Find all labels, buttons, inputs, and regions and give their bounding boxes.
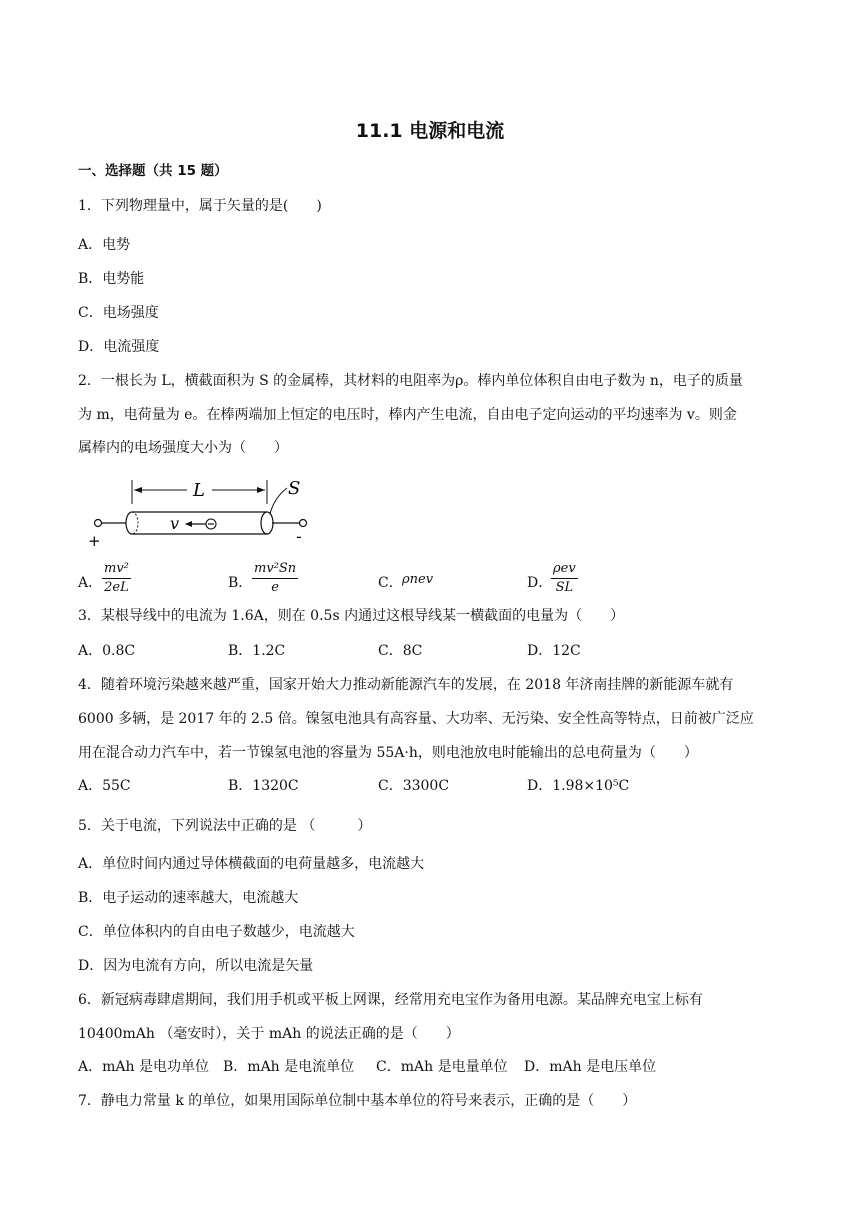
q6-option-a: A．mAh 是电功单位: [78, 1059, 209, 1075]
q2-option-b-denominator: e: [271, 580, 279, 595]
question-5-stem: 5．关于电流，下列说法中正确的是 （ ）: [78, 818, 372, 834]
metal-rod-figure: [82, 474, 322, 554]
q4-options-row: [78, 776, 778, 796]
q2-option-b-numerator: mv²Sn: [252, 560, 298, 579]
plus-sign: +: [88, 532, 101, 550]
question-4-line-3: 用在混合动力汽车中，若一节镍氢电池的容量为 55A·h，则电池放电时能输出的总电荷量为（ ）: [78, 745, 698, 761]
question-3-stem: 3．某根导线中的电流为 1.6A，则在 0.5s 内通过这根导线某一横截面的电量为（ ）: [78, 608, 625, 624]
question-6-line-2: 10400mAh （毫安时），关于 mAh 的说法正确的是（ ）: [78, 1026, 460, 1042]
question-6-line-1: 6．新冠病毒肆虐期间，我们用手机或平板上网课，经常用充电宝作为备用电源。某品牌充电宝上标有: [78, 992, 703, 1008]
section-title: 一、选择题（共 15 题）: [78, 163, 228, 179]
q4-option-d: D．1.98×10⁵C: [527, 778, 630, 794]
question-4-line-1: 4．随着环境污染越来越严重，国家开始大力推动新能源汽车的发展，在 2018 年济南挂牌的新能源车就有: [78, 677, 734, 693]
q2-option-a-label: A．: [78, 575, 103, 591]
question-7-stem: 7．静电力常量 k 的单位，如果用国际单位制中基本单位的符号来表示，正确的是（ ）: [78, 1093, 637, 1109]
q1-option-c: C．电场强度: [78, 305, 159, 321]
q1-option-b: B．电势能: [78, 271, 145, 287]
right-terminal: [300, 520, 307, 527]
metal-rod-diagram: [82, 474, 322, 554]
question-1-stem: 1．下列物理量中，属于矢量的是( ): [78, 198, 322, 214]
q5-option-d: D．因为电流有方向，所以电流是矢量: [78, 958, 314, 974]
q4-option-c: C．3300C: [378, 778, 450, 794]
q6-options-row: [78, 1057, 778, 1077]
q3-option-a: A．0.8C: [78, 643, 136, 659]
question-2-line-1: 2．一根长为 L，横截面积为 S 的金属棒，其材料的电阻率为ρ。棒内单位体积自由电子数为 n，电子的质量: [78, 373, 743, 389]
q2-option-a-fraction: [102, 560, 131, 597]
q2-option-c-label: C．: [378, 575, 403, 591]
q2-option-b-label: B．: [228, 575, 253, 591]
q5-option-b: B．电子运动的速率越大，电流越大: [78, 890, 299, 906]
q4-option-b: B．1320C: [228, 778, 299, 794]
q2-option-b-fraction: [252, 560, 298, 597]
area-label: S: [288, 478, 301, 499]
q6-option-c: C．mAh 是电量单位: [376, 1059, 508, 1075]
question-2-line-2: 为 m，电荷量为 e。在棒两端加上恒定的电压时，棒内产生电流，自由电子定向运动的平均速率为 v。则金: [78, 407, 737, 423]
q2-option-a-numerator: mv²: [102, 560, 131, 579]
q1-option-d: D．电流强度: [78, 339, 160, 355]
q3-options-row: [78, 641, 778, 661]
question-2-line-3: 属棒内的电场强度大小为（ ）: [78, 440, 288, 456]
q2-option-d-label: D．: [527, 575, 553, 591]
length-label: L: [193, 480, 205, 501]
q5-option-a: A．单位时间内通过导体横截面的电荷量越多，电流越大: [78, 856, 425, 872]
q5-option-c: C．单位体积内的自由电子数越少，电流越大: [78, 924, 355, 940]
q6-option-d: D．mAh 是电压单位: [524, 1059, 657, 1075]
velocity-label: v: [170, 514, 180, 533]
page-title: 11.1 电源和电流: [355, 120, 505, 142]
minus-sign: -: [296, 527, 302, 546]
q3-option-d: D．12C: [527, 643, 581, 659]
q3-option-c: C．8C: [378, 643, 423, 659]
q4-option-a: A．55C: [78, 778, 131, 794]
q1-option-a: A．电势: [78, 237, 131, 253]
cross-section-ellipse: [261, 512, 273, 534]
q3-option-b: B．1.2C: [228, 643, 286, 659]
q2-option-d-fraction: [551, 560, 578, 597]
q2-option-d-denominator: SL: [555, 580, 574, 595]
q2-option-a-denominator: 2eL: [104, 580, 129, 595]
q6-option-b: B．mAh 是电流单位: [223, 1059, 355, 1075]
question-4-line-2: 6000 多辆，是 2017 年的 2.5 倍。镍氢电池具有高容量、大功率、无污染、安全性高等特点，日前被广泛应: [78, 711, 754, 727]
left-terminal: [95, 520, 102, 527]
q2-option-d-numerator: ρev: [551, 560, 578, 579]
q2-option-c-text: ρnev: [402, 572, 434, 587]
